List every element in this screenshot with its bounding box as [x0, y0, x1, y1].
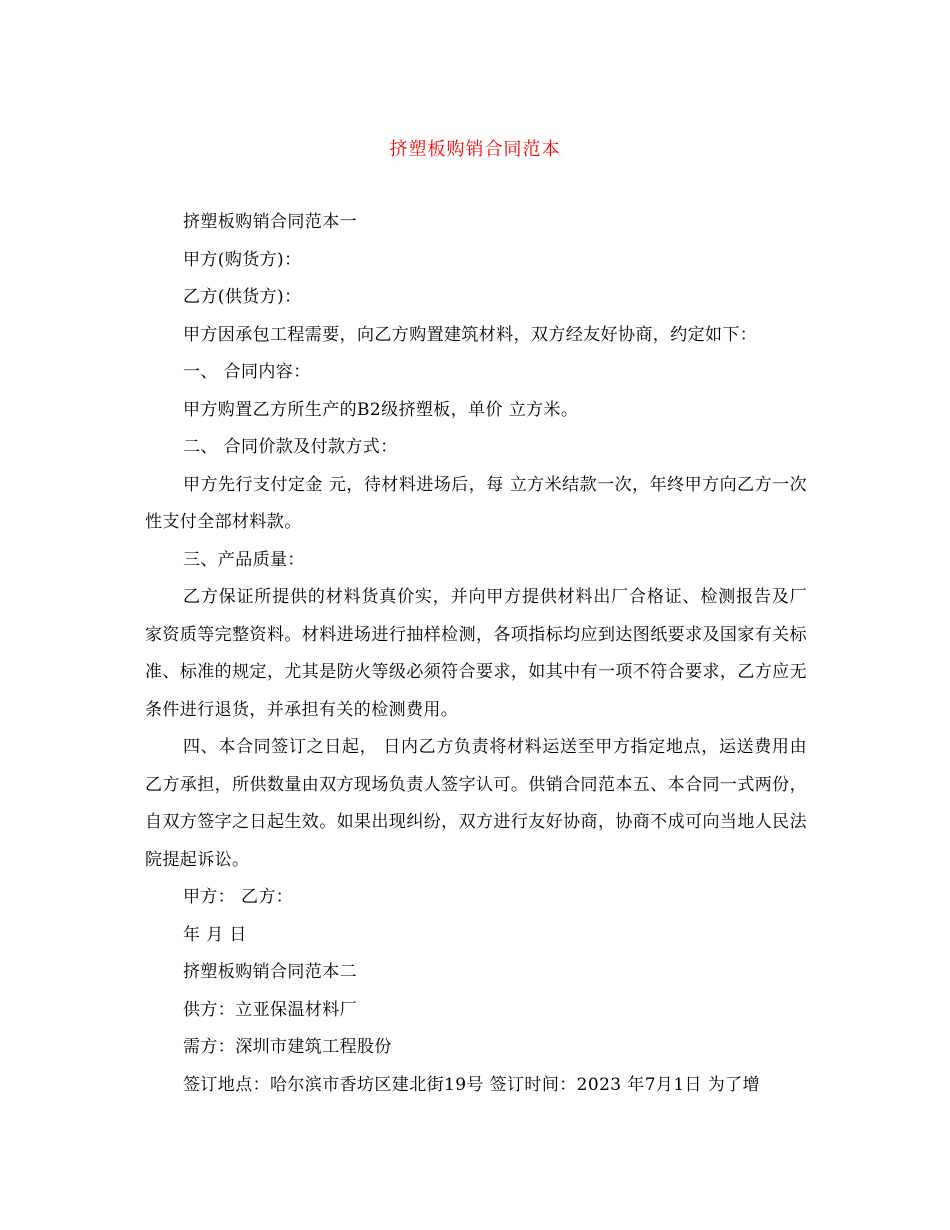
party-a-buyer: 甲方(购货方)： — [183, 249, 302, 270]
clause-2-text: 甲方先行支付定金 元，待材料进场后，每 立方米结款一次，年终甲方向乙方一次性支付全部材料款。 — [145, 474, 807, 532]
section-heading-contract-one: 挤塑板购销合同范本一 — [183, 212, 357, 232]
section-heading-contract-two: 挤塑板购销合同范本二 — [183, 962, 357, 982]
clause-1-text: 甲方购置乙方所生产的B2级挤塑板，单价 立方米。 — [183, 399, 579, 420]
clause-1-heading: 一、 合同内容： — [183, 362, 311, 382]
supplier-line: 供方：立亚保温材料厂 — [183, 999, 357, 1020]
document-title: 挤塑板购销合同范本 — [389, 139, 561, 160]
document-body — [145, 204, 807, 1104]
clause-3-text: 乙方保证所提供的材料货真价实，并向甲方提供材料出厂合格证、检测报告及厂家资质等完整资料。材料进场进行抽样检测，各项指标均应到达图纸要求及国家有关标准、标准的规定，尤其是防火等级必须符合要求，如其中有一项不符合要求，乙方应无条件进行退货，并承担有关的检测费用。 — [145, 587, 807, 720]
preamble-paragraph: 甲方因承包工程需要，向乙方购置建筑材料，双方经友好协商，约定如下： — [183, 324, 758, 345]
clause-3-heading: 三、产品质量： — [183, 549, 305, 570]
clause-4-text: 四、本合同签订之日起， 日内乙方负责将材料运送至甲方指定地点，运送费用由乙方承担，所供数量由双方现场负责人签字认可。供销合同范本五、本合同一式两份，自双方签字之日起生效。如果出现纠纷，双方进行友好协商，协商不成可向当地人民法院提起诉讼。 — [145, 737, 807, 870]
clause-2-heading: 二、 合同价款及付款方式： — [183, 437, 398, 457]
party-b-supplier: 乙方(供货方)： — [183, 287, 302, 307]
buyer-line: 需方：深圳市建筑工程股份 — [183, 1037, 392, 1057]
signing-place-line: 签订地点：哈尔滨市香坊区建北街19号 签订时间：2023 年7月1日 为了增 — [183, 1074, 760, 1095]
signature-date: 年 月 日 — [183, 924, 247, 945]
signature-parties: 甲方： 乙方： — [183, 887, 294, 907]
